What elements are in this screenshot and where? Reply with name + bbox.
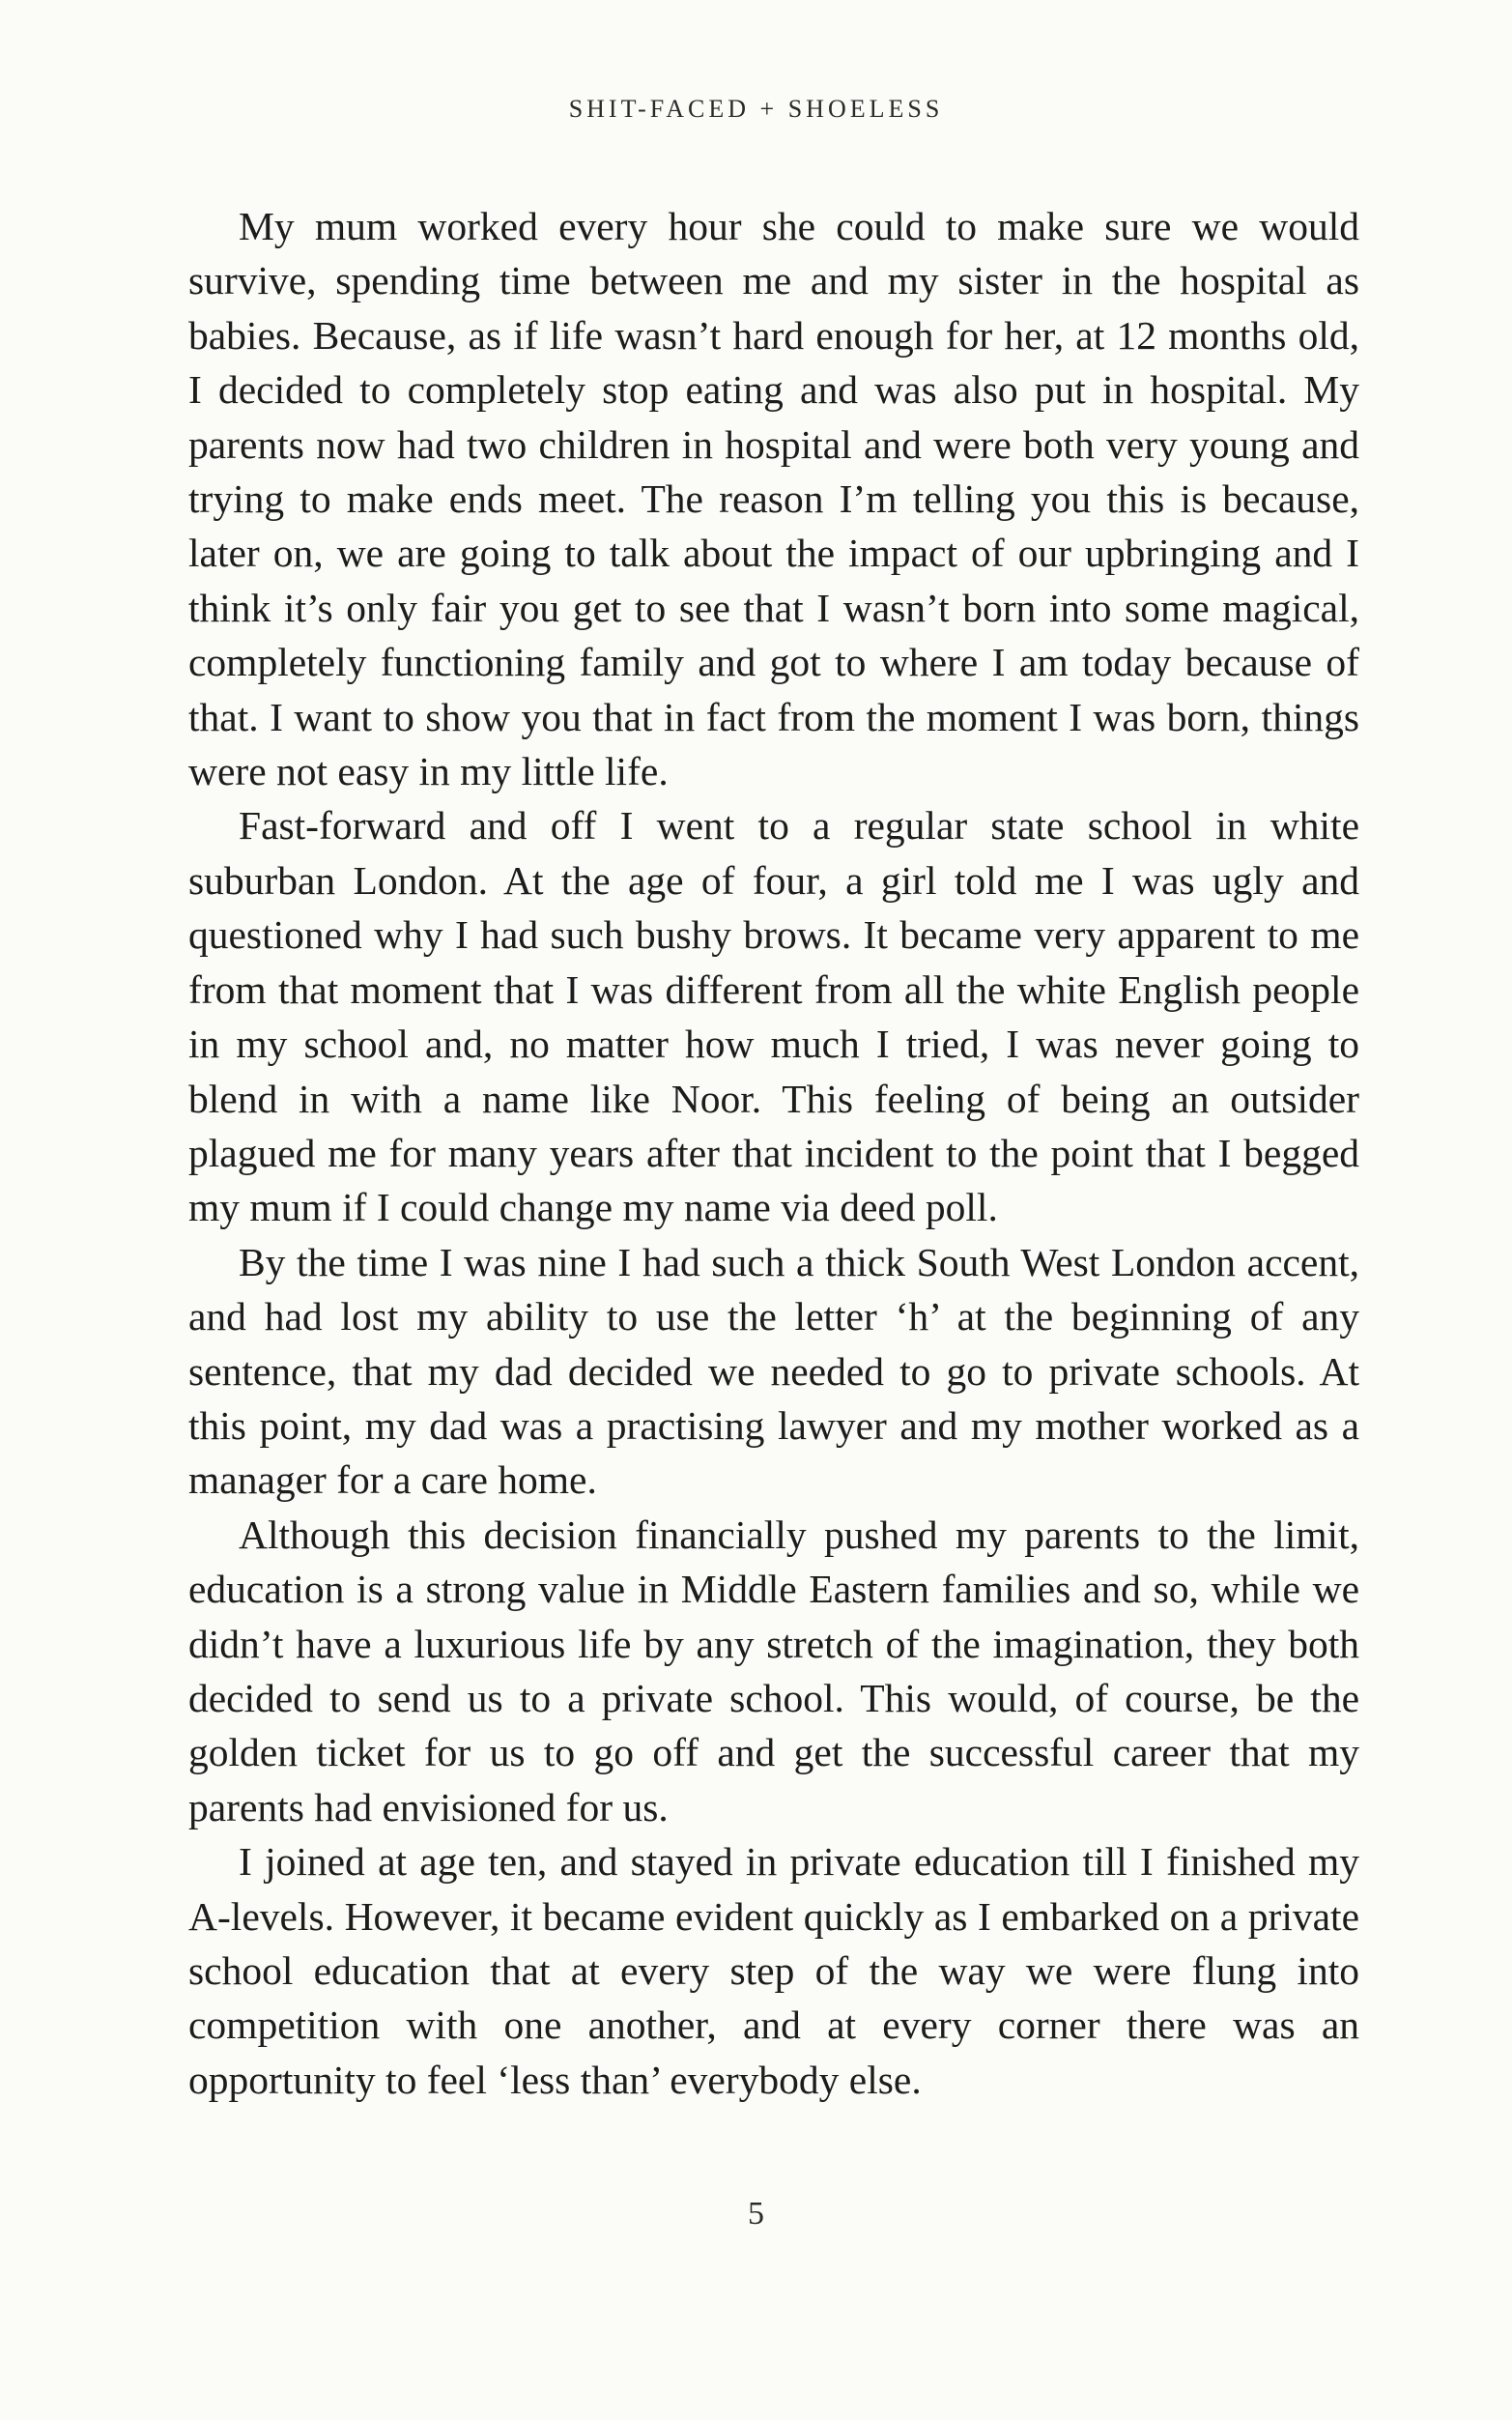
paragraph-5: I joined at age ten, and stayed in private education till I finished my A-levels. However, it became evident quickly as I embarked on a private school education that at every step of the way we were flung into competition with one another, and at every corner there was an opportunity to feel ‘less than’ everybody else. <box>188 1839 1359 2102</box>
paragraph-1: My mum worked every hour she could to make sure we would survive, spending time between me and my sister in the hospital as babies. Because, as if life wasn’t hard enough for her, at 12 months old, I decided to completely stop eating and was also put in hospital. My parents now had two children in hospital and were both very young and trying to make ends meet. The reason I’m telling you this is because, later on, we are going to talk about the impact of our upbringing and I think it’s only fair you get to see that I wasn’t born into some magical, completely functioning family and got to where I am today because of that. I want to show you that in fact from the moment I was born, things were not easy in my little life. <box>188 204 1359 794</box>
paragraph-4: Although this decision financially pushed my parents to the limit, education is a strong value in Middle Eastern families and so, while we didn’t have a luxurious life by any stretch of the imagination, they both decided to send us to a private school. This would, of course, be the golden ticket for us to go off and get the successful career that my parents had envisioned for us. <box>188 1512 1359 1829</box>
paragraph-3: By the time I was nine I had such a thick South West London accent, and had lost my ability to use the letter ‘h’ at the beginning of any sentence, that my dad decided we needed to go to private schools. At this point, my dad was a practising lawyer and my mother worked as a manager for a care home. <box>188 1239 1359 1503</box>
running-header: SHIT-FACED + SHOELESS <box>568 95 944 123</box>
body-text <box>188 199 1359 2107</box>
paragraph-2: Fast-forward and off I went to a regular state school in white suburban London. At the age of four, a girl told me I was ugly and questioned why I had such bushy brows. It became very apparent to me from that moment that I was different from all the white English people in my school and, no matter how much I tried, I was never going to blend in with a name like Noor. This feeling of being an outsider plagued me for many years after that incident to the point that I begged my mum if I could change my name via deed poll. <box>188 803 1359 1230</box>
page-number: 5 <box>748 2196 764 2232</box>
